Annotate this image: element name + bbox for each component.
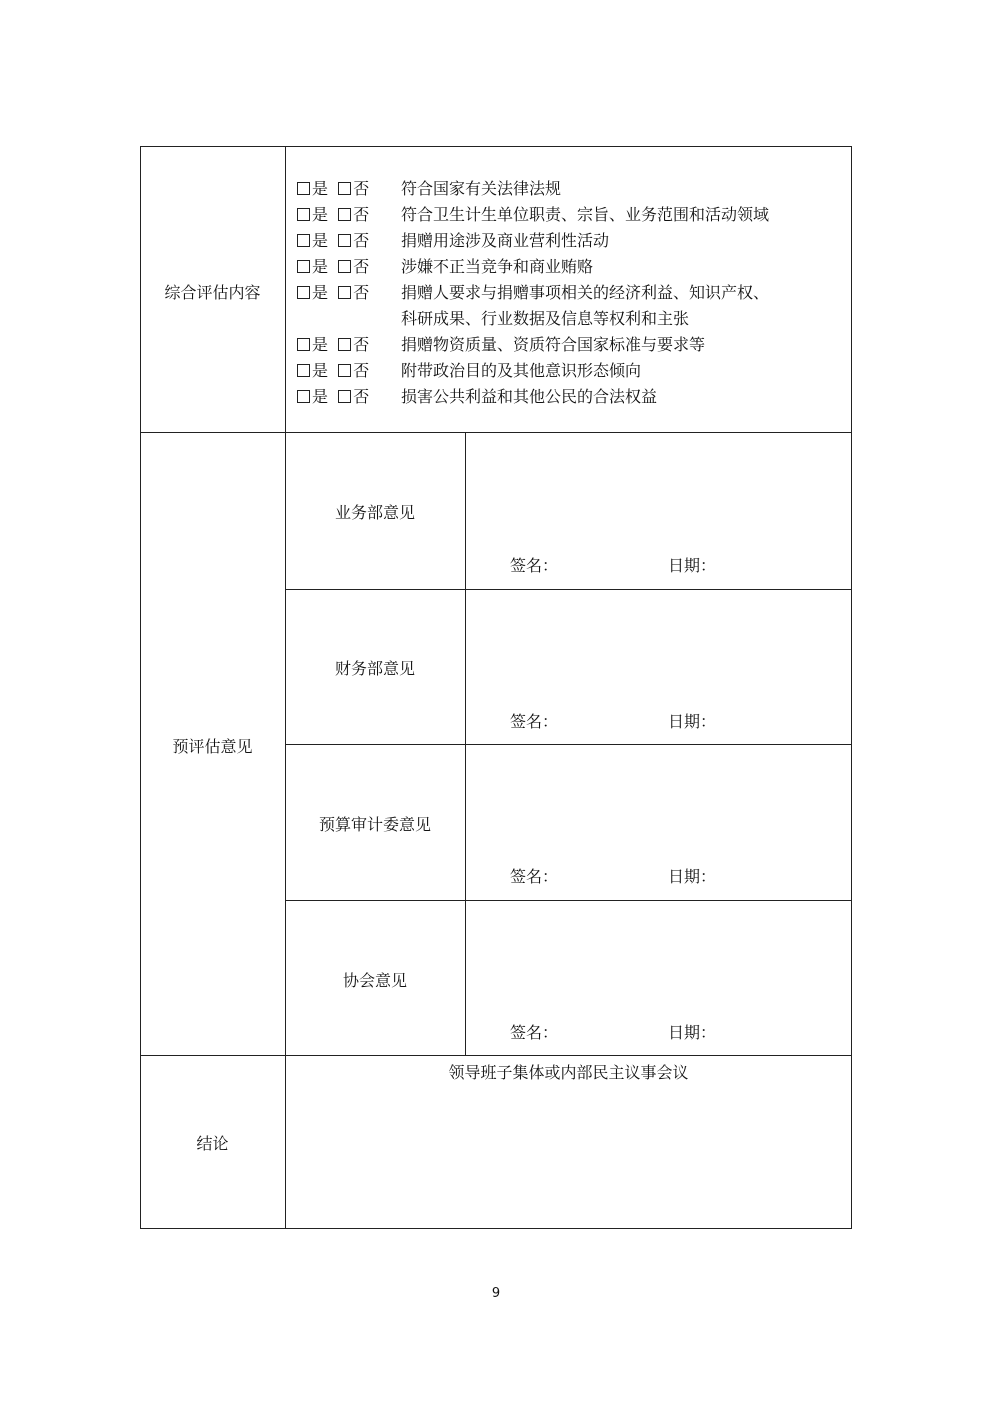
opinion-label-association: 协会意见 — [342, 971, 407, 990]
no-checkbox[interactable] — [338, 338, 351, 351]
pre-eval-section-label: 预评估意见 — [172, 737, 253, 756]
no-checkbox[interactable] — [338, 234, 351, 247]
no-label: 否 — [353, 361, 370, 380]
row-divider-opinion-1 — [285, 589, 852, 590]
opinion-label-business: 业务部意见 — [334, 503, 415, 522]
yes-label: 是 — [312, 205, 329, 224]
no-label: 否 — [353, 231, 370, 250]
criterion-row — [297, 202, 769, 225]
yes-no-checkboxes — [297, 332, 401, 355]
criterion-text: 符合卫生计生单位职责、宗旨、业务范围和活动领域 — [401, 205, 770, 224]
signature-label: 签名： — [510, 712, 559, 731]
criterion-text: 损害公共利益和其他公民的合法权益 — [401, 387, 658, 406]
criterion-text: 涉嫌不正当竞争和商业贿赂 — [401, 257, 594, 276]
criterion-text: 捐赠人要求与捐赠事项相关的经济利益、知识产权、 — [401, 283, 770, 302]
no-label: 否 — [353, 387, 370, 406]
yes-checkbox[interactable] — [297, 182, 310, 195]
no-label: 否 — [353, 257, 370, 276]
no-label: 否 — [353, 335, 370, 354]
row-divider-eval — [140, 432, 852, 433]
criterion-row — [297, 228, 609, 251]
date-label: 日期： — [668, 1023, 717, 1042]
yes-no-checkboxes — [297, 202, 401, 225]
signature-label: 签名： — [510, 867, 559, 886]
row-divider-opinion-3 — [285, 900, 852, 901]
yes-label: 是 — [312, 335, 329, 354]
criterion-row — [297, 384, 657, 407]
page-number: 9 — [491, 1286, 501, 1301]
criterion-text: 科研成果、行业数据及信息等权利和主张 — [401, 309, 690, 328]
criterion-text: 符合国家有关法律法规 — [401, 179, 562, 198]
row-divider-opinion-2 — [285, 744, 852, 745]
yes-no-checkboxes — [297, 384, 401, 407]
criterion-text: 捐赠物资质量、资质符合国家标准与要求等 — [401, 335, 706, 354]
no-label: 否 — [353, 205, 370, 224]
criterion-text: 附带政治目的及其他意识形态倾向 — [401, 361, 642, 380]
row-divider-conclusion — [140, 1055, 852, 1056]
no-checkbox[interactable] — [338, 286, 351, 299]
yes-label: 是 — [312, 387, 329, 406]
criterion-row — [297, 254, 593, 277]
no-label: 否 — [353, 283, 370, 302]
no-checkbox[interactable] — [338, 260, 351, 273]
signature-label: 签名： — [510, 1023, 559, 1042]
criterion-row — [297, 332, 705, 355]
yes-checkbox[interactable] — [297, 260, 310, 273]
opinion-label-finance: 财务部意见 — [334, 659, 415, 678]
no-label: 否 — [353, 179, 370, 198]
yes-label: 是 — [312, 361, 329, 380]
opinion-label-budget-audit: 预算审计委意见 — [318, 815, 431, 834]
no-checkbox[interactable] — [338, 182, 351, 195]
criterion-row — [297, 176, 561, 199]
yes-label: 是 — [312, 231, 329, 250]
yes-no-checkboxes — [297, 358, 401, 381]
conclusion-section-label: 结论 — [196, 1134, 229, 1153]
yes-label: 是 — [312, 283, 329, 302]
yes-no-checkboxes — [297, 228, 401, 251]
criterion-row — [297, 280, 769, 303]
yes-checkbox[interactable] — [297, 364, 310, 377]
no-checkbox[interactable] — [338, 208, 351, 221]
criterion-row-continued — [297, 306, 689, 329]
no-checkbox[interactable] — [338, 364, 351, 377]
no-checkbox[interactable] — [338, 390, 351, 403]
yes-no-checkboxes — [297, 254, 401, 277]
yes-checkbox[interactable] — [297, 390, 310, 403]
yes-label: 是 — [312, 257, 329, 276]
criterion-text: 捐赠用途涉及商业营利性活动 — [401, 231, 610, 250]
yes-no-checkboxes — [297, 176, 401, 199]
criterion-row — [297, 358, 641, 381]
yes-checkbox[interactable] — [297, 286, 310, 299]
date-label: 日期： — [668, 867, 717, 886]
date-label: 日期： — [668, 556, 717, 575]
yes-checkbox[interactable] — [297, 338, 310, 351]
conclusion-text: 领导班子集体或内部民主议事会议 — [448, 1063, 689, 1082]
signature-label: 签名： — [510, 556, 559, 575]
yes-no-checkboxes — [297, 280, 401, 303]
date-label: 日期： — [668, 712, 717, 731]
yes-checkbox[interactable] — [297, 234, 310, 247]
yes-checkbox[interactable] — [297, 208, 310, 221]
evaluation-section-label: 综合评估内容 — [164, 283, 261, 302]
yes-label: 是 — [312, 179, 329, 198]
